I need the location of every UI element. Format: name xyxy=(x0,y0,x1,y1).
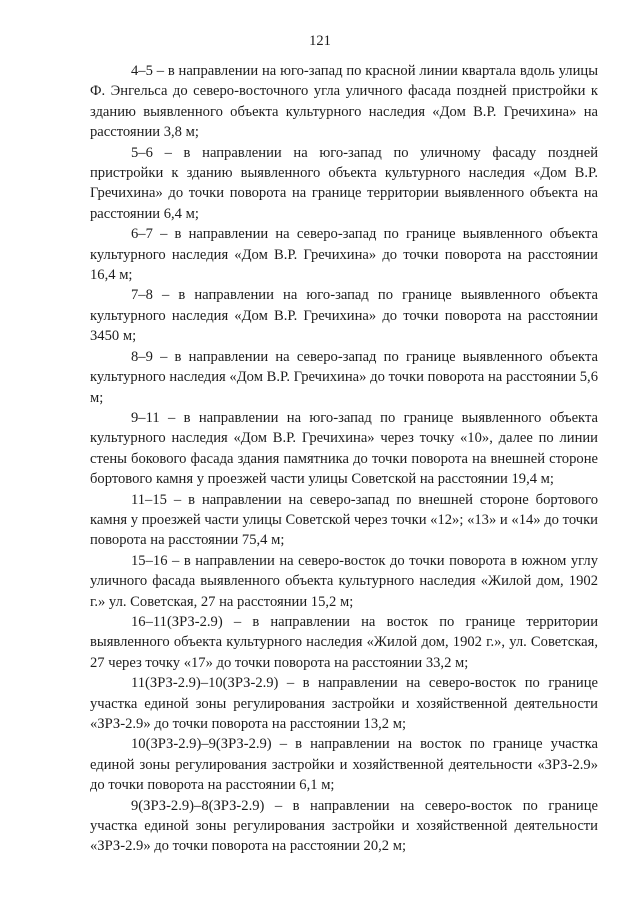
boundary-segment-paragraph: 10(ЗРЗ-2.9)–9(ЗРЗ-2.9) – в направлении на восток по границе участка единой зоны регулирования застройки и хозяйственной деятельности «ЗРЗ-2.9» до точки поворота на расстоянии 6,1 м; xyxy=(90,736,598,794)
boundary-segment-paragraph: 4–5 – в направлении на юго-запад по красной линии квартала вдоль улицы Ф. Энгельса до северо-восточного угла уличного фасада поздней пристройки к зданию выявленного объекта культурного наследия «Дом В.Р. Гречихина» на расстоянии 3,8 м; xyxy=(90,63,598,141)
boundary-segment-paragraph: 9–11 – в направлении на юго-запад по границе выявленного объекта культурного наследия «Дом В.Р. Гречихина» через точку «10», далее по линии стены бокового фасада здания памятника до точки поворота на внешней стороне бортового камня у проезжей части улицы Советской на расстоянии 19,4 м; xyxy=(90,409,598,488)
page-number: 121 xyxy=(309,33,331,49)
boundary-segment-paragraph: 15–16 – в направлении на северо-восток до точки поворота в южном углу уличного фасада выявленного объекта культурного наследия «Жилой дом, 1902 г.» ул. Советская, 27 на расстоянии 15,2 м; xyxy=(90,552,598,610)
boundary-segment-paragraph: 5–6 – в направлении на юго-запад по уличному фасаду поздней пристройки к зданию выявленного объекта культурного наследия «Дом В.Р. Гречихина» до точки поворота на границе территории выявленного объекта на расстоянии 6,4 м; xyxy=(90,144,598,222)
boundary-segment-paragraph: 16–11(ЗРЗ-2.9) – в направлении на восток по границе территории выявленного объекта культурного наследия «Жилой дом, 1902 г.», ул. Советская, 27 через точку «17» до точки поворота на расстоянии 33,2 м; xyxy=(90,613,598,671)
boundary-segment-paragraph: 11–15 – в направлении на северо-запад по внешней стороне бортового камня у проезжей части улицы Советской через точки «12»; «13» и «14» до точки поворота на расстоянии 75,4 м; xyxy=(90,491,598,549)
boundary-segment-paragraph: 8–9 – в направлении на северо-запад по границе выявленного объекта культурного наследия «Дом В.Р. Гречихина» до точки поворота на расстоянии 5,6 м; xyxy=(90,348,598,406)
boundary-segment-paragraph: 9(ЗРЗ-2.9)–8(ЗРЗ-2.9) – в направлении на северо-восток по границе участка единой зоны регулирования застройки и хозяйственной деятельности «ЗРЗ-2.9» до точки поворота на расстоянии 20,2 м; xyxy=(90,797,598,855)
boundary-segment-paragraph: 7–8 – в направлении на юго-запад по границе выявленного объекта культурного наследия «Дом В.Р. Гречихина» до точки поворота на расстоянии 3450 м; xyxy=(90,287,598,345)
document-body xyxy=(90,61,598,857)
boundary-segment-paragraph: 11(ЗРЗ-2.9)–10(ЗРЗ-2.9) – в направлении на северо-восток по границе участка единой зоны регулирования застройки и хозяйственной деятельности «ЗРЗ-2.9» до точки поворота на расстоянии 13,2 м; xyxy=(90,675,598,732)
boundary-segment-paragraph: 6–7 – в направлении на северо-запад по границе выявленного объекта культурного наследия «Дом В.Р. Гречихина» до точки поворота на расстоянии 16,4 м; xyxy=(90,226,598,284)
